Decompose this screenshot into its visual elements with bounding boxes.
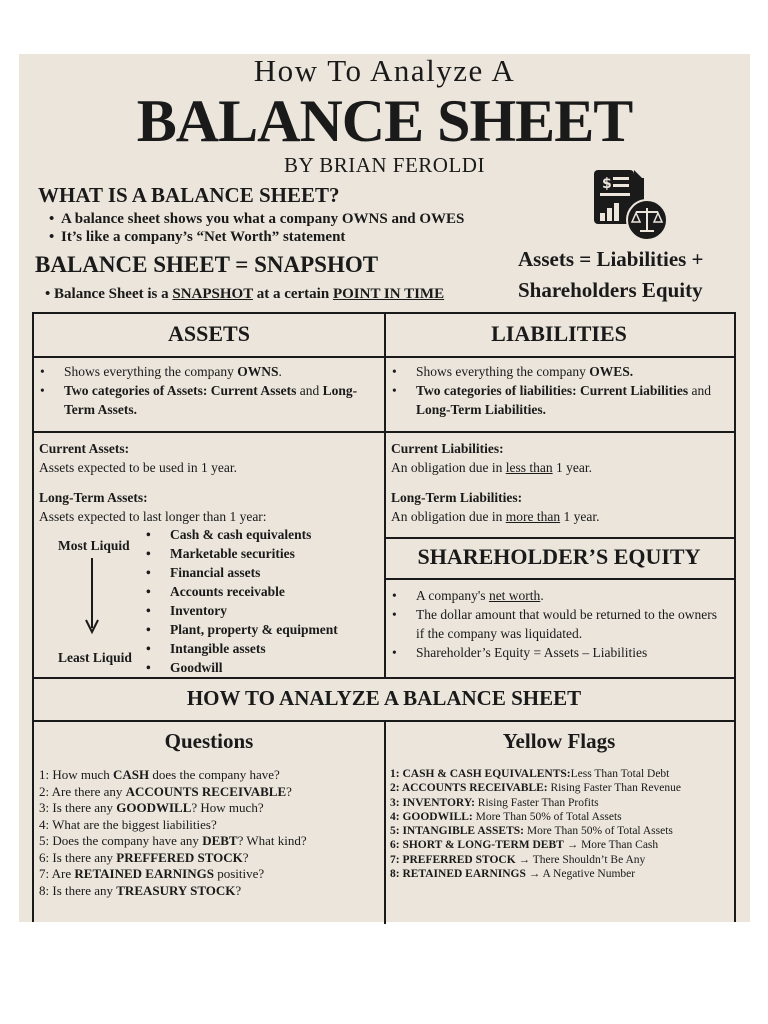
flag-item: 1: CASH & CASH EQUIVALENTS:Less Than Total Debt <box>390 768 670 780</box>
question-item: 1: How much CASH does the company have? <box>39 767 280 782</box>
snapshot-text-mid: at a certain <box>252 286 333 302</box>
question-item: 6: Is there any PREFFERED STOCK? <box>39 849 249 865</box>
flag-item: 3: INVENTORY: Rising Faster Than Profits <box>390 796 599 809</box>
current-liabilities-label: Current Liabilities: <box>391 441 504 456</box>
balance-table <box>32 312 736 922</box>
liabilities-summary-bullet-2: • Two categories of liabilities: Current Liabilities and Long-Term Liabilities. <box>404 381 724 419</box>
intro-list <box>49 210 464 246</box>
snapshot-text-pre: Balance Sheet is a <box>54 286 173 302</box>
least-liquid-label: Least Liquid <box>58 650 132 665</box>
long-term-assets <box>39 488 267 526</box>
asset-item: • Financial assets <box>158 563 338 582</box>
yellow-flags-list <box>390 767 681 881</box>
most-liquid-label: Most Liquid <box>58 538 130 553</box>
question-item: 4: What are the biggest liabilities? <box>39 816 217 832</box>
long-term-assets-label: Long-Term Assets: <box>39 490 148 505</box>
point-in-time-underlined: POINT IN TIME <box>332 286 445 302</box>
down-arrow-icon <box>84 558 100 636</box>
current-assets <box>39 439 237 477</box>
divider <box>384 537 734 539</box>
equation-line-1: Assets = Liabilities + <box>518 247 704 271</box>
svg-text:$: $ <box>602 176 612 192</box>
flag-item: 2: ACCOUNTS RECEIVABLE: Rising Faster Than Revenue <box>390 782 681 795</box>
equity-bullet-3: • Shareholder’s Equity = Assets – Liabilities <box>404 643 726 662</box>
equity-bullet-2: • The dollar amount that would be returned to the owners if the company was liquidated. <box>404 605 726 643</box>
analyze-title: HOW TO ANALYZE A BALANCE SHEET <box>186 686 582 710</box>
asset-item: • Inventory <box>158 601 338 620</box>
question-item: 7: Are RETAINED EARNINGS positive? <box>39 866 265 881</box>
author-line: BY BRIAN FEROLDI <box>284 153 485 177</box>
divider <box>384 314 386 678</box>
asset-item: • Plant, property & equipment <box>158 620 338 639</box>
liabilities-title: LIABILITIES <box>491 321 627 346</box>
equity-bullet-1: • A company's net worth. <box>404 586 726 605</box>
question-item: 2: Are there any ACCOUNTS RECEIVABLE? <box>39 783 292 799</box>
assets-summary-list <box>52 362 372 419</box>
balance-sheet-document-scale-icon <box>592 168 670 242</box>
intro-bullet-1: • A balance sheet shows you what a company OWNS and OWES <box>49 210 464 228</box>
flag-item: 8: RETAINED EARNINGS → A Negative Number <box>390 868 636 881</box>
equation-line-2: Shareholders Equity <box>518 278 703 302</box>
current-assets-label: Current Assets: <box>39 441 130 456</box>
current-liabilities: Current Liabilities: An obligation due in less than 1 year. <box>391 441 592 475</box>
long-term-liabilities-label: Long-Term Liabilities: <box>391 490 523 505</box>
flag-item: 4: GOODWILL: More Than 50% of Total Assets <box>390 810 622 823</box>
question-item: 8: Is there any TREASURY STOCK? <box>39 882 242 898</box>
questions-title: Questions <box>164 729 254 753</box>
snapshot-underlined: SNAPSHOT <box>172 286 253 302</box>
liabilities-summary-list <box>404 362 724 419</box>
long-term-assets-text: Assets expected to last longer than 1 year: <box>39 509 267 524</box>
assets-title: ASSETS <box>168 321 250 346</box>
asset-item: • Accounts receivable <box>158 582 338 601</box>
equity-title: SHAREHOLDER’S EQUITY <box>417 544 701 569</box>
asset-item: • Marketable securities <box>158 544 338 563</box>
intro-bullet-2: • It’s like a company’s “Net Worth” statement <box>49 228 464 246</box>
assets-summary-bullet-1: • Shows everything the company OWNS. <box>52 362 372 381</box>
long-term-liabilities: Long-Term Liabilities: An obligation due in more than 1 year. <box>391 490 600 524</box>
questions-list <box>39 767 307 899</box>
assets-summary-bullet-2: • Two categories of Assets: Current Assets and Long-Term Assets. <box>52 381 372 419</box>
flag-item: 5: INTANGIBLE ASSETS: More Than 50% of Total Assets <box>390 825 673 838</box>
equation <box>518 244 704 306</box>
divider <box>384 578 734 580</box>
asset-item: • Intangible assets <box>158 639 338 658</box>
equity-list <box>404 586 726 662</box>
main-title: BALANCE SHEET <box>136 88 633 154</box>
infographic-sheet <box>19 54 750 922</box>
yellow-flags-title: Yellow Flags <box>502 729 616 753</box>
question-item: 3: Is there any GOODWILL? How much? <box>39 800 264 815</box>
snapshot-line: • Balance Sheet is a SNAPSHOT at a certain POINT IN TIME <box>45 286 445 302</box>
flag-item: 7: PREFERRED STOCK → There Shouldn’t Be Any <box>390 853 646 866</box>
asset-item: • Goodwill <box>158 658 338 677</box>
current-assets-text: Assets expected to be used in 1 year. <box>39 460 237 475</box>
liabilities-summary-bullet-1: • Shows everything the company OWES. <box>404 362 724 381</box>
what-is-heading: WHAT IS A BALANCE SHEET? <box>38 183 340 207</box>
flag-item: 6: SHORT & LONG-TERM DEBT → More Than Cash <box>390 839 659 852</box>
asset-liquidity-list <box>158 525 338 677</box>
asset-item: • Cash & cash equivalents <box>158 525 338 544</box>
question-item: 5: Does the company have any DEBT? What kind? <box>39 833 307 848</box>
subtitle: How To Analyze A <box>253 53 516 88</box>
snapshot-heading: BALANCE SHEET = SNAPSHOT <box>35 252 379 277</box>
